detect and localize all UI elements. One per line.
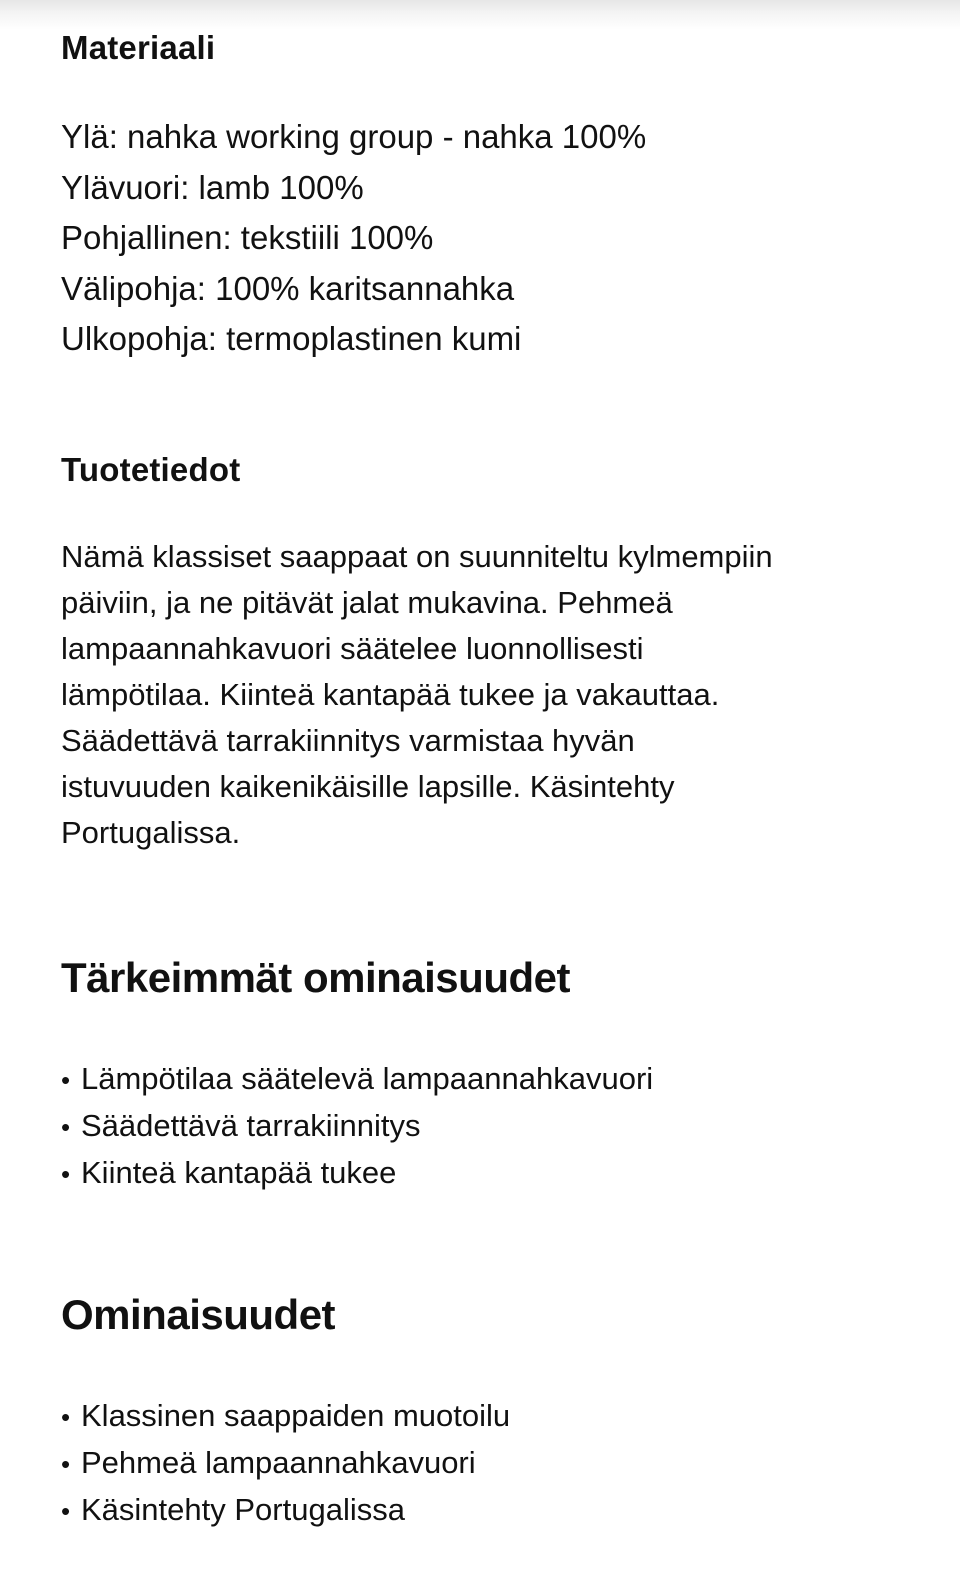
bullet-icon: •: [61, 1449, 71, 1479]
material-heading: Materiaali: [61, 29, 216, 66]
material-line: Ylä: nahka working group - nahka 100%: [61, 118, 647, 155]
list-item: [61, 1487, 510, 1534]
key-features-heading: Tärkeimmät ominaisuudet: [61, 954, 570, 1001]
product-info-heading: Tuotetiedot: [61, 451, 241, 488]
list-item: [61, 1150, 653, 1197]
list-item-text: Pehmeä lampaannahkavuori: [81, 1445, 476, 1480]
description-line: lämpötilaa. Kiinteä kantapää tukee ja vakauttaa.: [61, 677, 720, 712]
list-item: [61, 1103, 653, 1150]
features-heading: Ominaisuudet: [61, 1291, 336, 1338]
description-line: Säädettävä tarrakiinnitys varmistaa hyvän: [61, 723, 635, 758]
material-list: [61, 112, 646, 365]
product-description: [61, 534, 911, 856]
list-item: [61, 1393, 510, 1440]
bullet-icon: •: [61, 1112, 71, 1142]
header-shadow: [0, 0, 960, 30]
bullet-icon: •: [61, 1065, 71, 1095]
material-line: Pohjallinen: tekstiili 100%: [61, 219, 434, 256]
description-line: Nämä klassiset saappaat on suunniteltu kylmempiin: [61, 539, 773, 574]
list-item-text: Kiinteä kantapää tukee: [81, 1155, 397, 1190]
list-item: [61, 1056, 653, 1103]
features-list: [61, 1393, 510, 1534]
description-line: päiviin, ja ne pitävät jalat mukavina. Pehmeä: [61, 585, 673, 620]
key-features-list: [61, 1056, 653, 1197]
list-item-text: Säädettävä tarrakiinnitys: [81, 1108, 421, 1143]
material-line: Ulkopohja: termoplastinen kumi: [61, 320, 522, 357]
bullet-icon: •: [61, 1496, 71, 1526]
description-line: istuvuuden kaikenikäisille lapsille. Käsintehty: [61, 769, 675, 804]
list-item-text: Lämpötilaa säätelevä lampaannahkavuori: [81, 1061, 654, 1096]
bullet-icon: •: [61, 1159, 71, 1189]
description-line: lampaannahkavuori säätelee luonnollisesti: [61, 631, 644, 666]
description-line: Portugalissa.: [61, 815, 241, 850]
list-item-text: Klassinen saappaiden muotoilu: [81, 1398, 511, 1433]
list-item-text: Käsintehty Portugalissa: [81, 1492, 405, 1527]
material-line: Välipohja: 100% karitsannahka: [61, 269, 515, 307]
list-item: [61, 1440, 510, 1487]
bullet-icon: •: [61, 1402, 71, 1432]
material-line: Ylävuori: lamb 100%: [61, 168, 364, 206]
